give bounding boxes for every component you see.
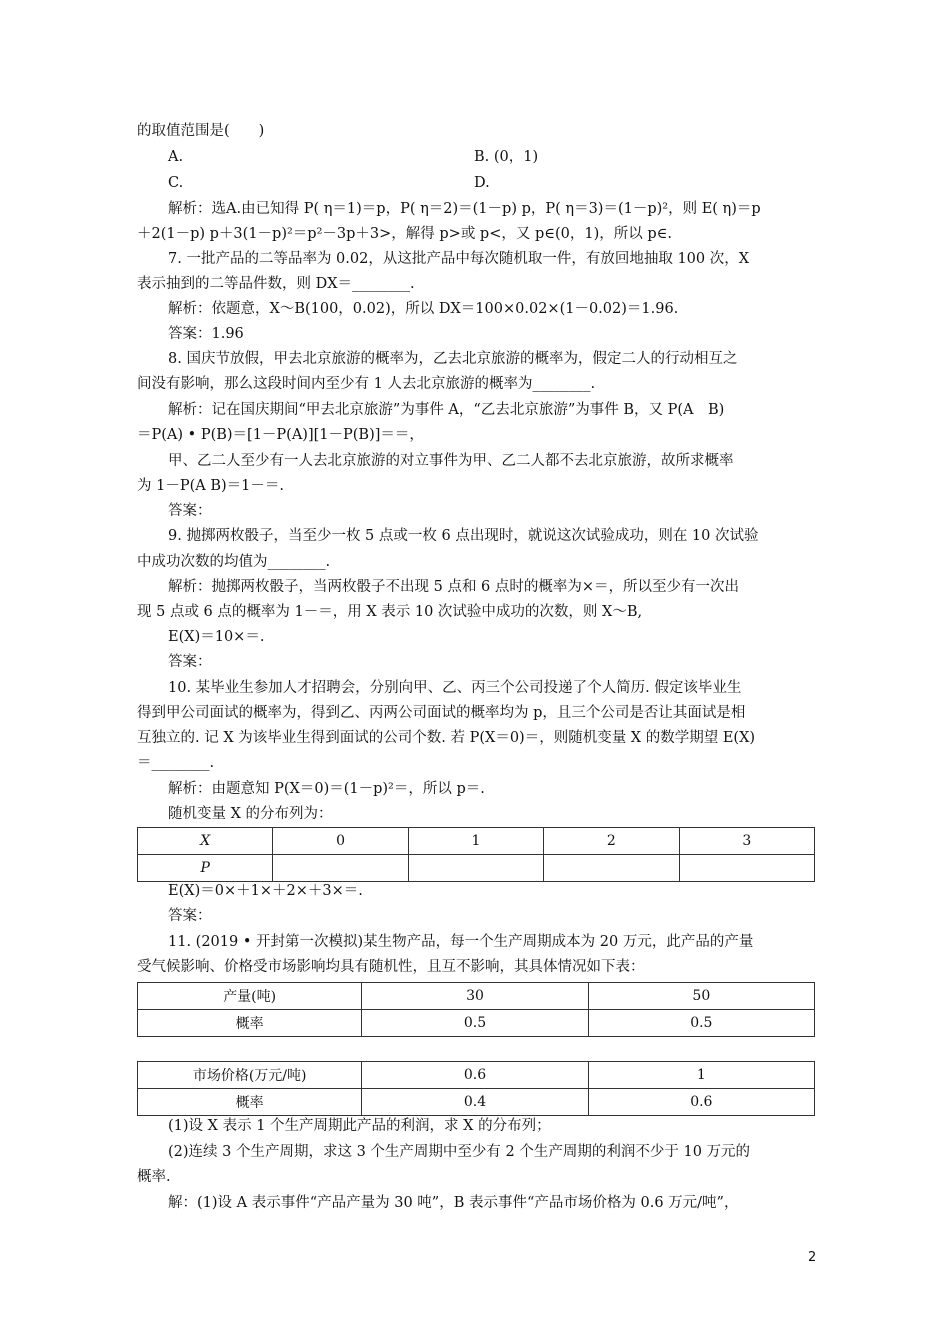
option-c: C. bbox=[168, 175, 184, 191]
text-line: ＝P(A) • P(B)＝[1－P(A)][1－P(B)]＝＝， bbox=[137, 427, 424, 443]
output-table bbox=[137, 982, 815, 1037]
question-8: 8. 国庆节放假，甲去北京旅游的概率为，乙去北京旅游的概率为，假定二人的行动相互之 bbox=[168, 351, 738, 367]
text-line: ＝________. bbox=[137, 755, 215, 771]
table-cell: 1 bbox=[408, 828, 543, 855]
table-cell: 0.6 bbox=[588, 1089, 814, 1116]
text-line: E(X)＝0×＋1×＋2×＋3×＝. bbox=[168, 883, 363, 899]
table-cell: 产量(吨) bbox=[138, 983, 362, 1010]
text-line: 解析：选A.由已知得 P( η＝1)＝p，P( η＝2)＝(1－p) p，P( η＝3)＝(1－p)²，则 E( η)＝p bbox=[168, 201, 761, 217]
distribution-table bbox=[137, 827, 815, 882]
question-9: 9. 抛掷两枚骰子，当至少一枚 5 点或一枚 6 点出现时，就说这次试验成功，则在 10 次试验 bbox=[168, 528, 759, 544]
question-7: 7. 一批产品的二等品率为 0.02，从这批产品中每次随机取一件，有放回地抽取 100 次，X bbox=[168, 251, 750, 267]
table-cell: 0.4 bbox=[362, 1089, 588, 1116]
text-line: (2)连续 3 个生产周期，求这 3 个生产周期中至少有 2 个生产周期的利润不少于 10 万元的 bbox=[168, 1144, 751, 1160]
text-line: (1)设 X 表示 1 个生产周期此产品的利润，求 X 的分布列； bbox=[168, 1118, 551, 1134]
text-line: 现 5 点或 6 点的概率为 1－＝，用 X 表示 10 次试验中成功的次数，则 X～B, bbox=[137, 604, 643, 620]
answer: 答案： bbox=[168, 654, 212, 670]
table-cell bbox=[679, 855, 814, 882]
table-cell bbox=[544, 855, 679, 882]
text-line: 甲、乙二人至少有一人去北京旅游的对立事件为甲、乙二人都不去北京旅游，故所求概率 bbox=[168, 453, 734, 469]
text-line: 解析：由题意知 P(X＝0)＝(1－p)²＝，所以 p＝. bbox=[168, 781, 485, 797]
option-d: D. bbox=[474, 175, 490, 191]
text-line: ＋2(1－p) p＋3(1－p)²＝p²－3p＋3>，解得 p>或 p<，又 p∈(0，1)，所以 p∈. bbox=[137, 226, 672, 242]
table-row bbox=[138, 1010, 815, 1037]
table-cell: 30 bbox=[362, 983, 588, 1010]
table-cell: 0 bbox=[273, 828, 408, 855]
table-cell: 0.5 bbox=[588, 1010, 814, 1037]
text-line: 解析：抛掷两枚骰子，当两枚骰子不出现 5 点和 6 点时的概率为×＝，所以至少有一次出 bbox=[168, 579, 740, 595]
table-cell: 0.6 bbox=[362, 1062, 588, 1089]
page-number: 2 bbox=[808, 1250, 817, 1265]
text-line: 为 1－P(A B)＝1－＝. bbox=[137, 478, 284, 494]
text-line: E(X)＝10×＝. bbox=[168, 629, 265, 645]
text-line: 间没有影响，那么这段时间内至少有 1 人去北京旅游的概率为________. bbox=[137, 376, 596, 392]
table-cell bbox=[273, 855, 408, 882]
answer: 答案：1.96 bbox=[168, 326, 244, 342]
table-cell: 市场价格(万元/吨) bbox=[138, 1062, 362, 1089]
table-cell: 1 bbox=[588, 1062, 814, 1089]
table-cell bbox=[408, 855, 543, 882]
table-cell: X bbox=[138, 828, 273, 855]
table-cell: 50 bbox=[588, 983, 814, 1010]
table-cell: 3 bbox=[679, 828, 814, 855]
table-row bbox=[138, 855, 815, 882]
text-line: 概率. bbox=[137, 1169, 171, 1185]
text-line: 的取值范围是( ) bbox=[137, 123, 265, 139]
table-cell: 2 bbox=[544, 828, 679, 855]
text-line: 互独立的. 记 X 为该毕业生得到面试的公司个数. 若 P(X＝0)＝，则随机变量 X 的数学期望 E(X) bbox=[137, 730, 756, 746]
table-cell: 概率 bbox=[138, 1010, 362, 1037]
text-line: 受气候影响、价格受市场影响均具有随机性，且互不影响，其具体情况如下表： bbox=[137, 959, 645, 975]
text-line: 解析：依题意，X～B(100，0.02)，所以 DX＝100×0.02×(1－0.02)＝1.96. bbox=[168, 301, 679, 317]
option-b: B. (0，1) bbox=[474, 149, 539, 165]
text-line: 解析：记在国庆期间“甲去北京旅游”为事件 A，“乙去北京旅游”为事件 B，又 P(A B) bbox=[168, 402, 725, 418]
answer: 答案： bbox=[168, 503, 212, 519]
text-line: 随机变量 X 的分布列为： bbox=[168, 806, 333, 822]
table-row bbox=[138, 1062, 815, 1089]
text-line: 得到甲公司面试的概率为，得到乙、丙两公司面试的概率均为 p，且三个公司是否让其面试是相 bbox=[137, 705, 746, 721]
option-a: A. bbox=[168, 149, 184, 165]
text-line: 中成功次数的均值为________. bbox=[137, 554, 331, 570]
text-line: 解：(1)设 A 表示事件“产品产量为 30 吨”，B 表示事件“产品市场价格为 0.6 万元/吨”， bbox=[168, 1195, 739, 1211]
text-line: 表示抽到的二等品件数，则 DX＝________. bbox=[137, 276, 415, 292]
table-row bbox=[138, 1089, 815, 1116]
table-cell: P bbox=[138, 855, 273, 882]
question-11: 11. (2019 • 开封第一次模拟)某生物产品，每一个生产周期成本为 20 万元，此产品的产量 bbox=[168, 934, 754, 950]
table-cell: 概率 bbox=[138, 1089, 362, 1116]
table-row bbox=[138, 828, 815, 855]
answer: 答案： bbox=[168, 908, 212, 924]
question-10: 10. 某毕业生参加人才招聘会，分别向甲、乙、丙三个公司投递了个人简历. 假定该毕业生 bbox=[168, 680, 742, 696]
price-table bbox=[137, 1061, 815, 1116]
table-row bbox=[138, 983, 815, 1010]
table-cell: 0.5 bbox=[362, 1010, 588, 1037]
